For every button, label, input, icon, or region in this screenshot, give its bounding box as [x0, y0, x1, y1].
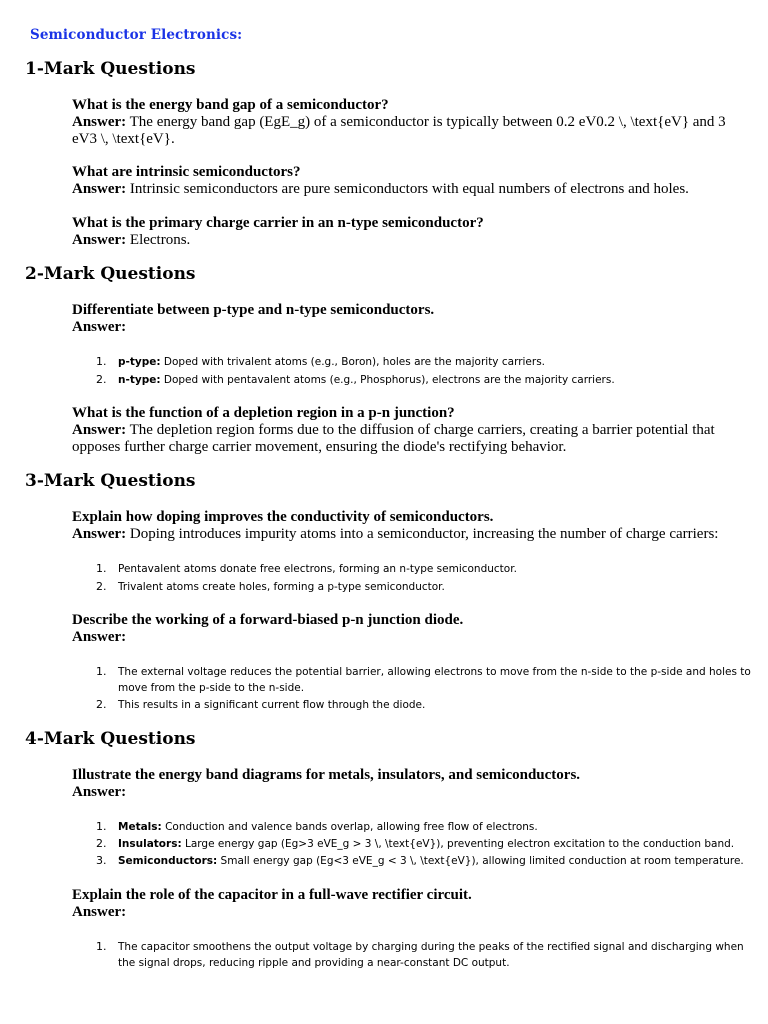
list-item — [92, 697, 752, 713]
answer-body: Electrons. — [129, 232, 191, 248]
answer-body: The depletion region forms due to the diffusion of charge carriers, creating a barrier potential that opposes further charge carrier movement, ensuring the diode's rectifying behavior. — [72, 422, 715, 455]
item-text: Trivalent atoms create holes, forming a p-type semiconductor. — [118, 581, 445, 593]
list-item — [92, 664, 752, 696]
item-term: p-type: — [118, 356, 161, 368]
answer-label: Answer: — [72, 114, 127, 130]
document-title: Semiconductor Electronics: — [30, 27, 243, 43]
answer-label: Answer: — [72, 181, 127, 197]
item-text: Large energy gap (Eg>3 eVE_g > 3 \, \text{eV}), preventing electron excitation to the conduction band. — [181, 838, 735, 850]
item-term: n-type: — [118, 374, 161, 386]
answer-label: Answer: — [72, 526, 127, 542]
qa-block — [72, 302, 744, 336]
answer-text — [72, 422, 744, 456]
answer-label: Answer: — [72, 422, 127, 438]
item-term: Insulators: — [118, 838, 182, 850]
answer-points-list — [92, 939, 752, 971]
section-heading-4-mark: 4-Mark Questions — [25, 729, 196, 749]
item-number: 2. — [96, 698, 107, 711]
item-text: The external voltage reduces the potential barrier, allowing electrons to move from the n-side to the p-side and holes to move from the p-side to the n-side. — [118, 666, 751, 694]
question-text: What are intrinsic semiconductors? — [72, 164, 301, 180]
answer-body: Doping introduces impurity atoms into a semiconductor, increasing the number of charge carriers: — [129, 526, 719, 542]
answer-text — [72, 629, 744, 646]
answer-body: Intrinsic semiconductors are pure semiconductors with equal numbers of electrons and holes. — [129, 181, 689, 197]
question-text: What is the energy band gap of a semiconductor? — [72, 97, 389, 113]
question-text: Differentiate between p-type and n-type semiconductors. — [72, 302, 435, 318]
item-number: 1. — [96, 562, 107, 575]
answer-points-list — [92, 354, 752, 388]
answer-text — [72, 784, 744, 801]
item-number: 1. — [96, 940, 107, 953]
list-item — [92, 836, 752, 852]
item-text: Pentavalent atoms donate free electrons, forming an n-type semiconductor. — [118, 563, 517, 575]
list-item — [92, 561, 752, 577]
item-text: Doped with trivalent atoms (e.g., Boron), holes are the majority carriers. — [160, 356, 546, 368]
answer-text — [72, 114, 744, 148]
answer-text — [72, 319, 744, 336]
answer-text — [72, 904, 744, 921]
item-text: Small energy gap (Eg<3 eVE_g < 3 \, \text{eV}), allowing limited conduction at room temperature. — [217, 855, 744, 867]
section-heading-3-mark: 3-Mark Questions — [25, 471, 196, 491]
qa-block — [72, 767, 744, 801]
question-text: Illustrate the energy band diagrams for metals, insulators, and semiconductors. — [72, 767, 581, 783]
answer-text — [72, 526, 744, 543]
item-number: 2. — [96, 373, 107, 386]
question-text: Explain the role of the capacitor in a full-wave rectifier circuit. — [72, 887, 472, 903]
qa-block — [72, 612, 744, 646]
section-heading-1-mark: 1-Mark Questions — [25, 59, 196, 79]
item-number: 3. — [96, 854, 107, 867]
question-text: Describe the working of a forward-biased p-n junction diode. — [72, 612, 464, 628]
question-text: Explain how doping improves the conductivity of semiconductors. — [72, 509, 494, 525]
list-item — [92, 819, 752, 835]
list-item — [92, 939, 752, 971]
answer-label: Answer: — [72, 784, 127, 800]
qa-block — [72, 405, 744, 456]
item-text: This results in a significant current flow through the diode. — [118, 699, 426, 711]
item-term: Metals: — [118, 821, 162, 833]
section-heading-2-mark: 2-Mark Questions — [25, 264, 196, 284]
list-item — [92, 853, 752, 869]
item-text: Conduction and valence bands overlap, allowing free flow of electrons. — [161, 821, 538, 833]
question-text: What is the primary charge carrier in an n-type semiconductor? — [72, 215, 484, 231]
qa-block — [72, 164, 744, 198]
question-text: What is the function of a depletion region in a p-n junction? — [72, 405, 455, 421]
answer-points-list — [92, 561, 752, 595]
item-number: 1. — [96, 665, 107, 678]
answer-label: Answer: — [72, 629, 127, 645]
answer-label: Answer: — [72, 232, 127, 248]
item-number: 1. — [96, 820, 107, 833]
answer-points-list — [92, 819, 752, 869]
item-number: 2. — [96, 580, 107, 593]
answer-label: Answer: — [72, 319, 127, 335]
item-number: 1. — [96, 355, 107, 368]
answer-label: Answer: — [72, 904, 127, 920]
answer-text — [72, 181, 744, 198]
item-term: Semiconductors: — [118, 855, 218, 867]
item-text: Doped with pentavalent atoms (e.g., Phosphorus), electrons are the majority carriers. — [160, 374, 615, 386]
list-item — [92, 354, 752, 370]
item-text: The capacitor smoothens the output voltage by charging during the peaks of the rectified signal and discharging when the signal drops, reducing ripple and providing a near-constant DC output. — [118, 941, 744, 969]
qa-block — [72, 509, 744, 543]
answer-text — [72, 232, 744, 249]
answer-body: The energy band gap (EgE_g) of a semiconductor is typically between 0.2 eV0.2 \, \text{eV} and 3 eV3 \, \text{eV}. — [72, 114, 726, 147]
qa-block — [72, 97, 744, 148]
list-item — [92, 372, 752, 388]
qa-block — [72, 215, 744, 249]
list-item — [92, 579, 752, 595]
item-number: 2. — [96, 837, 107, 850]
answer-points-list — [92, 664, 752, 713]
qa-block — [72, 887, 744, 921]
